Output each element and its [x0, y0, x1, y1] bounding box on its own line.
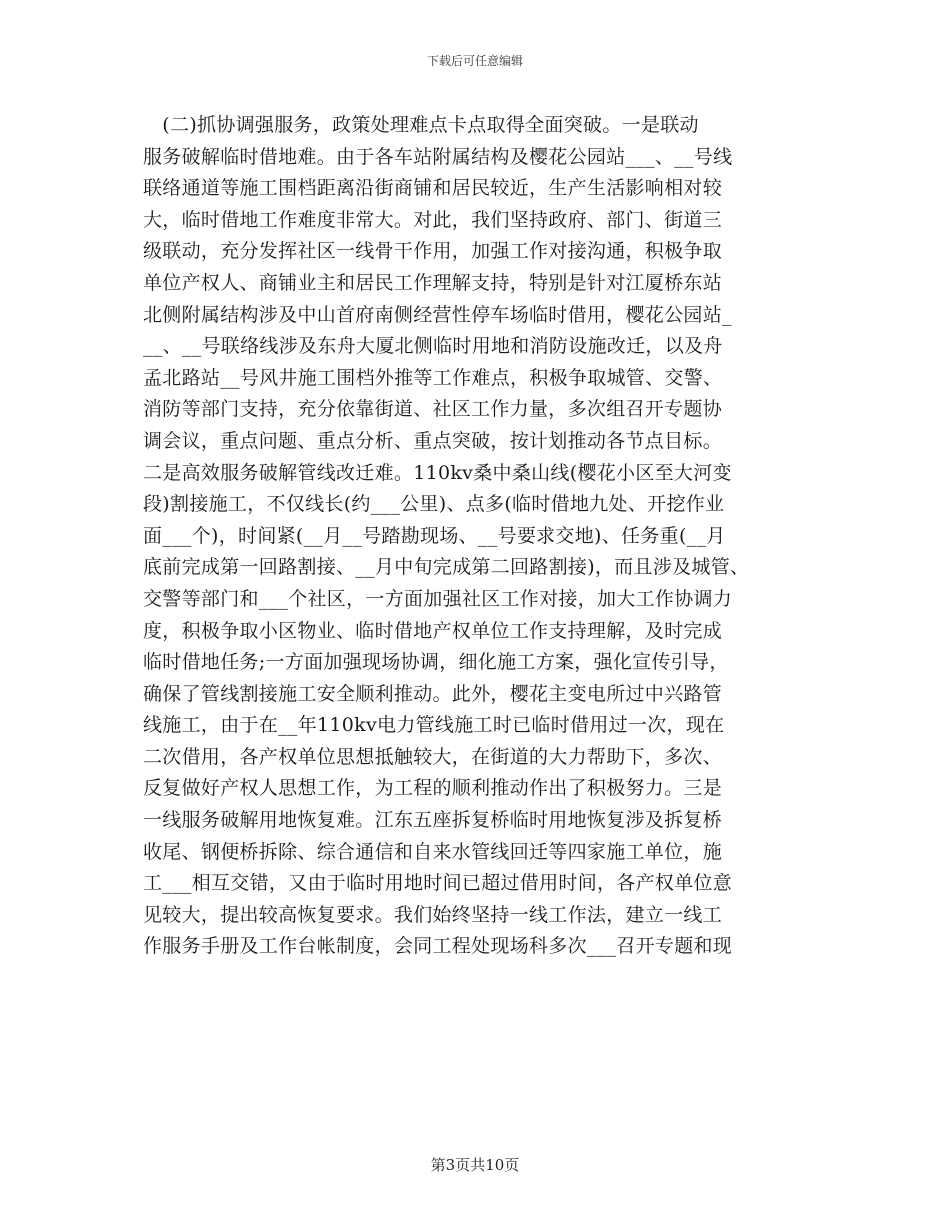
text-line: 交警等部门和___个社区，一方面加强社区工作对接，加大工作协调力 [143, 587, 733, 610]
text-line: 消防等部门支持，充分依靠街道、社区工作力量，多次组召开专题协 [143, 398, 723, 421]
text-line: 反复做好产权人思想工作，为工程的顺利推动作出了积极努力。三是 [143, 777, 723, 800]
text-line: 二是高效服务破解管线改迁难。110kv桑中桑山线(樱花小区至大河变 [143, 461, 732, 484]
text-line: 度，积极争取小区物业、临时借地产权单位工作支持理解，及时完成 [143, 619, 723, 642]
text-line: 工___相互交错，又由于临时用地时间已超过借用时间，各产权单位意 [143, 872, 733, 895]
text-line: 底前完成第一回路割接、__月中旬完成第二回路割接)，而且涉及城管、 [143, 556, 750, 579]
text-line: 北侧附属结构涉及中山首府南侧经营性停车场临时借用，樱花公园站_ [143, 303, 732, 326]
text-line: 作服务手册及工作台帐制度，会同工程处现场科多次___召开专题和现 [143, 935, 733, 958]
text-line: 临时借地任务;一方面加强现场协调，细化施工方案，强化宣传引导， [143, 651, 729, 674]
text-line: 见较大，提出较高恢复要求。我们始终坚持一线工作法，建立一线工 [143, 903, 723, 926]
text-line: __、__号联络线涉及东舟大厦北侧临时用地和消防设施改迁，以及舟 [143, 335, 723, 358]
text-line: 大，临时借地工作难度非常大。对此，我们坚持政府、部门、街道三 [143, 208, 723, 231]
text-line: 联络通道等施工围档距离沿街商铺和居民较近，生产生活影响相对较 [143, 177, 723, 200]
text-line: 线施工，由于在__年110kv电力管线施工时已临时借用过一次，现在 [143, 714, 725, 737]
text-line: 二次借用，各产权单位思想抵触较大，在街道的大力帮助下，多次、 [143, 745, 723, 768]
text-line: 确保了管线割接施工安全顺利推动。此外，樱花主变电所过中兴路管 [143, 682, 723, 705]
text-line: 段)割接施工，不仅线长(约___公里)、点多(临时借地九处、开挖作业 [143, 493, 725, 516]
text-line: 单位产权人、商铺业主和居民工作理解支持，特别是针对江厦桥东站 [143, 271, 723, 294]
text-line: 服务破解临时借地难。由于各车站附属结构及樱花公园站___、__号线 [143, 145, 733, 168]
page-header-note: 下载后可任意编辑 [426, 54, 523, 68]
text-line: 调会议，重点问题、重点分析、重点突破，按计划推动各节点目标。 [143, 429, 723, 452]
page-number-footer: 第3页共10页 [430, 1156, 520, 1174]
text-line: 收尾、钢便桥拆除、综合通信和自来水管线回迁等四家施工单位，施 [143, 840, 723, 863]
text-line: (二)抓协调强服务，政策处理难点卡点取得全面突破。一是联动 [143, 114, 699, 136]
text-line: 孟北路站__号风井施工围档外推等工作难点，积极争取城管、交警、 [143, 366, 723, 389]
text-line: 级联动，充分发挥社区一线骨干作用，加强工作对接沟通，积极争取 [143, 240, 723, 263]
text-line: 一线服务破解用地恢复难。江东五座拆复桥临时用地恢复涉及拆复桥 [143, 809, 723, 832]
body-paragraph [143, 110, 843, 963]
text-line: 面___个)，时间紧(__月__号踏勘现场、__号要求交地)、任务重(__月 [143, 524, 726, 547]
